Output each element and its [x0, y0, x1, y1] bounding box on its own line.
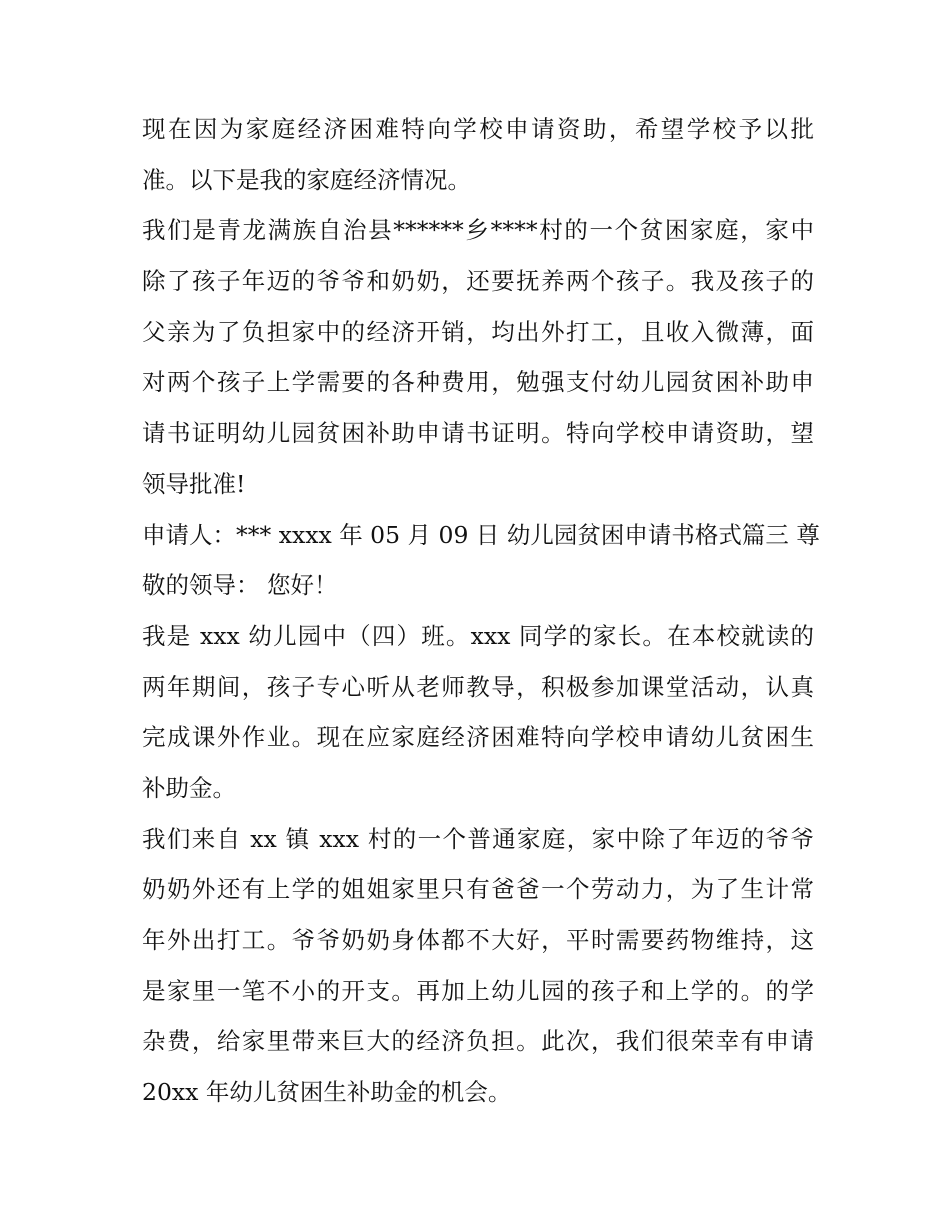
text-line-11: 我是 xxx 幼儿园中（四）班。xxx 同学的家长。在本校就读的	[142, 621, 814, 650]
text-line-17: 年外出打工。爷爷奶奶身体都不大好，平时需要药物维持，这	[142, 926, 814, 954]
text-line-10: 敬的领导： 您好！	[142, 571, 338, 600]
text-line-5: 父亲为了负担家中的经济开销，均出外打工，且收入微薄，面	[142, 317, 814, 346]
document-body	[142, 104, 820, 1118]
text-line-15: 我们来自 xx 镇 xxx 村的一个普通家庭，家中除了年迈的爷爷	[142, 824, 814, 853]
text-line-19: 杂费，给家里带来巨大的经济负担。此次，我们很荣幸有申请	[142, 1027, 814, 1056]
text-line-9: 申请人：*** xxxx 年 05 月 09 日 幼儿园贫困申请书格式篇三 尊	[142, 520, 820, 549]
text-line-2: 准。以下是我的家庭经济情况。	[142, 165, 471, 194]
text-line-8: 领导批准!	[142, 469, 246, 498]
text-line-6: 对两个孩子上学需要的各种费用，勉强支付幼儿园贫困补助申	[142, 368, 814, 397]
text-line-7: 请书证明幼儿园贫困补助申请书证明。特向学校申请资助，望	[142, 419, 814, 448]
text-line-1: 现在因为家庭经济困难特向学校申请资助，希望学校予以批	[142, 115, 814, 143]
text-line-20: 20xx 年幼儿贫困生补助金的机会。	[142, 1078, 512, 1107]
text-line-4: 除了孩子年迈的爷爷和奶奶，还要抚养两个孩子。我及孩子的	[142, 267, 814, 296]
text-line-3: 我们是青龙满族自治县******乡****村的一个贫困家庭，家中	[142, 216, 814, 245]
text-line-13: 完成课外作业。现在应家庭经济困难特向学校申请幼儿贫困生	[142, 723, 814, 752]
text-line-12: 两年期间，孩子专心听从老师教导，积极参加课堂活动，认真	[142, 672, 814, 701]
text-line-16: 奶奶外还有上学的姐姐家里只有爸爸一个劳动力，为了生计常	[142, 875, 814, 904]
text-line-14: 补助金。	[142, 773, 236, 802]
text-line-18: 是家里一笔不小的开支。再加上幼儿园的孩子和上学的。的学	[142, 976, 814, 1005]
